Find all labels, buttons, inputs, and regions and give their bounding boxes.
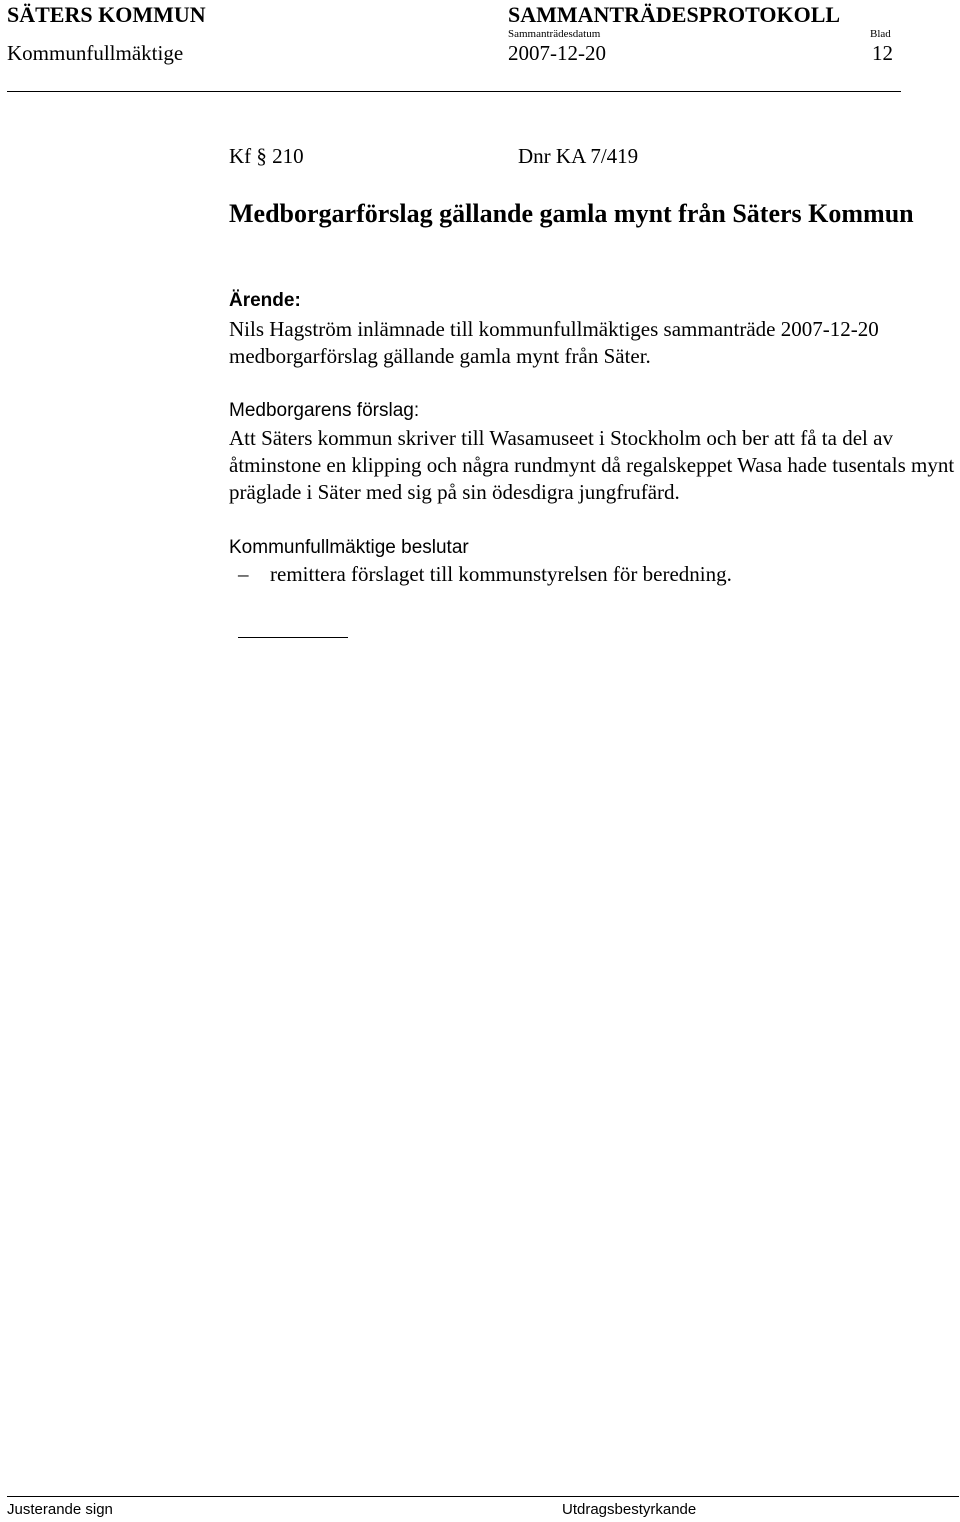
municipality-name: SÄTERS KOMMUN: [7, 2, 206, 27]
item-title: Medborgarförslag gällande gamla mynt från Säters Kommun: [229, 199, 914, 228]
diary-number: Dnr KA 7/419: [518, 144, 639, 168]
document-type: SAMMANTRÄDESPROTOKOLL: [508, 2, 841, 27]
date-label: Sammanträdesdatum: [508, 28, 601, 40]
arende-text: Nils Hagström inlämnade till kommunfullmäktiges sammanträde 2007-12-20 medborgarförslag gällande gamla mynt från Säter.: [229, 317, 879, 368]
section-number: Kf § 210: [229, 144, 304, 168]
proposal-heading: Medborgarens förslag:: [229, 400, 420, 421]
footer-divider: [7, 1496, 959, 1497]
body-name: Kommunfullmäktige: [7, 41, 184, 65]
page-number: 12: [872, 41, 893, 65]
meeting-date: 2007-12-20: [508, 41, 606, 65]
arende-heading: Ärende:: [229, 290, 301, 311]
proposal-text: Att Säters kommun skriver till Wasamuseet i Stockholm och ber att få ta del av åtminstone en klipping och några rundmynt då regalskeppet Wasa hade tusentals mynt präglade i Säter med sig på sin ödesdigra jungfrufärd.: [229, 426, 955, 504]
header-divider: [7, 91, 901, 92]
decision-item: remittera förslaget till kommunstyrelsen för beredning.: [270, 562, 732, 586]
decision-dash: –: [238, 562, 249, 586]
decision-heading: Kommunfullmäktige beslutar: [229, 537, 469, 558]
justerande-sign-label: Justerande sign: [7, 1501, 113, 1518]
page-label: Blad: [870, 28, 891, 40]
utdragsbestyrkande-label: Utdragsbestyrkande: [562, 1501, 697, 1518]
end-of-item-rule: [238, 637, 348, 638]
